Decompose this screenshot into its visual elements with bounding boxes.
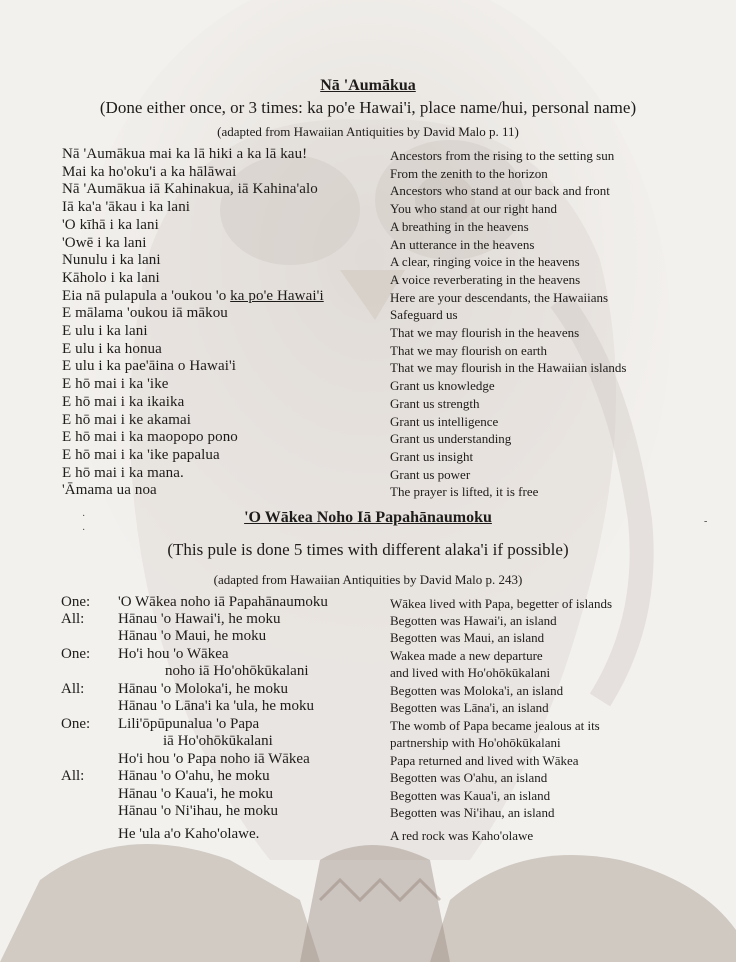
english-translation: Ancestors from the rising to the setting sun xyxy=(390,148,615,163)
hawaiian-line: 'O Wākea noho iā Papahānaumoku xyxy=(118,594,328,610)
english-translation: That we may flourish in the Hawaiian islands xyxy=(390,360,627,376)
english-translation: The prayer is lifted, it is free xyxy=(390,484,539,500)
margin-mark: · xyxy=(82,525,86,536)
hawaiian-line: Iā ka'a 'ākau i ka lani xyxy=(62,199,191,216)
english-translation: That we may flourish on earth xyxy=(390,342,548,358)
hawaiian-line xyxy=(62,288,324,305)
english-translation: Grant us understanding xyxy=(390,431,512,447)
hawaiian-line: Kāholo i ka lani xyxy=(62,269,160,286)
hawaiian-line: Hānau 'o Lāna'i ka 'ula, he moku xyxy=(118,698,314,714)
section1-title: Nā 'Aumākua xyxy=(320,77,416,94)
margin-mark: · xyxy=(82,511,86,522)
english-translation: Grant us intelligence xyxy=(390,413,499,429)
english-translation: From the zenith to the horizon xyxy=(390,165,548,181)
english-translation: An utterance in the heavens xyxy=(390,236,535,252)
section2-title: 'O Wākea Noho Iā Papahānaumoku xyxy=(244,509,492,526)
english-translation: and lived with Ho'ohōkūkalani xyxy=(390,665,551,680)
hawaiian-line: E hō mai i ka ikaika xyxy=(62,393,185,410)
english-translation: Begotten was Lāna'i, an island xyxy=(390,700,549,715)
hawaiian-line: Hānau 'o O'ahu, he moku xyxy=(118,768,270,784)
english-translation: Wākea lived with Papa, begetter of islands xyxy=(390,596,613,611)
hawaiian-line: noho iā Ho'ohōkūkalani xyxy=(165,663,309,679)
english-translation: Begotten was O'ahu, an island xyxy=(390,770,548,785)
hawaiian-line: Nunulu i ka lani xyxy=(62,252,161,269)
section2-credit: (adapted from Hawaiian Antiquities by David Malo p. 243) xyxy=(213,572,523,587)
hawaiian-line: E hō mai i ka 'ike xyxy=(62,376,169,393)
english-translation: Wakea made a new departure xyxy=(390,648,543,663)
english-translation: Begotten was Kaua'i, an island xyxy=(390,788,551,803)
hawaiian-line: E ulu i ka honua xyxy=(62,340,162,357)
hawaiian-line: Nā 'Aumākua mai ka lā hiki a ka lā kau! xyxy=(62,146,308,162)
hawaiian-line: Mai ka ho'oku'i a ka hālāwai xyxy=(62,163,237,180)
hawaiian-underlined-text: ka po'e Hawai'i xyxy=(230,287,324,304)
english-translation: The womb of Papa became jealous at its xyxy=(390,718,600,733)
english-translation: Begotten was Hawai'i, an island xyxy=(390,613,557,628)
speaker-label: One: xyxy=(61,594,91,610)
hawaiian-line: 'O kīhā i ka lani xyxy=(62,216,159,233)
hawaiian-line: E mālama 'oukou iā mākou xyxy=(62,305,228,322)
hawaiian-line: E ulu i ka pae'āina o Hawai'i xyxy=(62,358,237,375)
hawaiian-line: iā Ho'ohōkūkalani xyxy=(163,733,273,749)
english-translation: A red rock was Kaho'olawe xyxy=(390,828,534,843)
english-translation: A voice reverberating in the heavens xyxy=(390,271,581,287)
hawaiian-line: Lili'ōpūpunalua 'o Papa xyxy=(118,716,260,732)
speaker-label: All: xyxy=(61,768,85,784)
english-translation: Safeguard us xyxy=(390,307,458,323)
english-translation: Here are your descendants, the Hawaiians xyxy=(390,289,609,305)
english-translation: That we may flourish in the heavens xyxy=(390,325,580,340)
hawaiian-line: Hānau 'o Kaua'i, he moku xyxy=(118,786,273,802)
section1-subtitle: (Done either once, or 3 times: ka po'e Hawai'i, place name/hui, personal name) xyxy=(99,98,637,117)
english-translation: Papa returned and lived with Wākea xyxy=(390,753,579,768)
hawaiian-line: Hānau 'o Maui, he moku xyxy=(118,628,267,644)
english-translation: partnership with Ho'ohōkūkalani xyxy=(390,735,561,750)
hawaiian-line: E hō mai i ka 'ike papalua xyxy=(62,446,220,463)
hawaiian-line: E ulu i ka lani xyxy=(62,323,148,339)
hawaiian-line: Nā 'Aumākua iā Kahinakua, iā Kahina'alo xyxy=(62,181,318,198)
english-translation: Grant us knowledge xyxy=(390,378,495,394)
hawaiian-line: Ho'i hou 'o Papa noho iā Wākea xyxy=(118,751,310,767)
hawaiian-line: Hānau 'o Hawai'i, he moku xyxy=(118,611,281,627)
english-translation: A breathing in the heavens xyxy=(390,218,529,234)
english-translation: Begotten was Maui, an island xyxy=(390,630,545,645)
english-translation: Grant us power xyxy=(390,466,471,482)
english-translation: Grant us strength xyxy=(390,395,480,411)
hawaiian-line: 'Owē i ka lani xyxy=(62,234,147,251)
hawaiian-line: E hō mai i ka maopopo pono xyxy=(62,429,238,446)
english-translation: Ancestors who stand at our back and front xyxy=(390,183,610,199)
hawaiian-line: E hō mai i ka mana. xyxy=(62,464,184,481)
speaker-label: One: xyxy=(61,646,91,662)
hawaiian-line: Hānau 'o Ni'ihau, he moku xyxy=(118,803,278,819)
section1-credit: (adapted from Hawaiian Antiquities by David Malo p. 11) xyxy=(217,124,519,139)
speaker-label: All: xyxy=(61,611,85,627)
margin-mark: - xyxy=(704,516,708,527)
speaker-label: One: xyxy=(61,716,91,732)
hawaiian-line: Ho'i hou 'o Wākea xyxy=(118,646,229,662)
hawaiian-line: E hō mai i ke akamai xyxy=(62,411,192,428)
hawaiian-line: He 'ula a'o Kaho'olawe. xyxy=(118,826,260,842)
english-translation: Begotten was Moloka'i, an island xyxy=(390,683,564,698)
hawaiian-text: Eia nā pulapula a 'oukou 'o xyxy=(62,287,231,304)
speaker-label: All: xyxy=(61,681,85,697)
english-translation: A clear, ringing voice in the heavens xyxy=(390,254,580,270)
hawaiian-line: Hānau 'o Moloka'i, he moku xyxy=(118,681,288,697)
english-translation: You who stand at our right hand xyxy=(390,201,557,217)
section2-subtitle: (This pule is done 5 times with different alaka'i if possible) xyxy=(167,540,569,559)
english-translation: Begotten was Ni'ihau, an island xyxy=(390,805,555,820)
english-translation: Grant us insight xyxy=(390,448,474,464)
hawaiian-line: 'Āmama ua noa xyxy=(62,482,157,499)
